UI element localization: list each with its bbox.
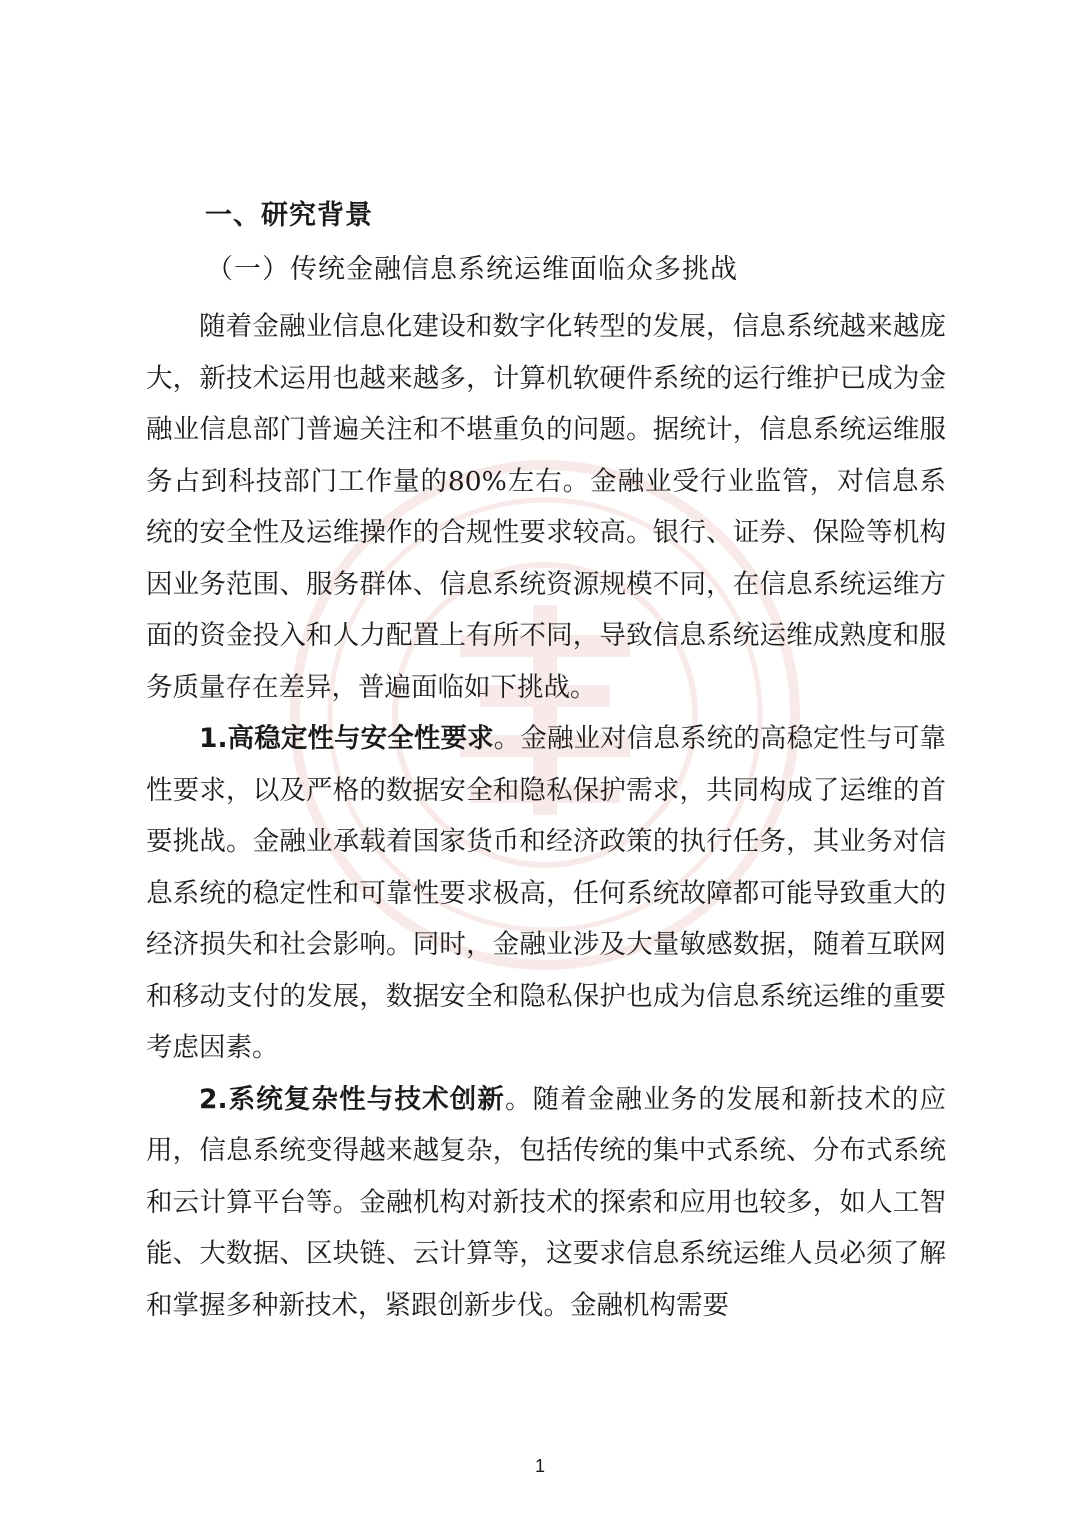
paragraph-item-1 [146, 713, 946, 1074]
item-2-text: 。随着金融业务的发展和新技术的应用，信息系统变得越来越复杂，包括传统的集中式系统、分布式系统和云计算平台等。金融机构对新技术的探索和应用也较多，如人工智能、大数据、区块链、云计算等，这要求信息系统运维人员必须了解和掌握多种新技术，紧跟创新步伐。金融机构需要 [146, 1083, 946, 1321]
item-1-text: 。金融业对信息系统的高稳定性与可靠性要求，以及严格的数据安全和隐私保护需求，共同构成了运维的首要挑战。金融业承载着国家货币和经济政策的执行任务，其业务对信息系统的稳定性和可靠性要求极高，任何系统故障都可能导致重大的经济损失和社会影响。同时，金融业涉及大量敏感数据，随着互联网和移动支付的发展，数据安全和隐私保护也成为信息系统运维的重要考虑因素。 [146, 723, 947, 1063]
paragraph-intro: 随着金融业信息化建设和数字化转型的发展，信息系统越来越庞大，新技术运用也越来越多，计算机软硬件系统的运行维护已成为金融业信息部门普遍关注和不堪重负的问题。据统计，信息系统运维服务占到科技部门工作量的80%左右。金融业受行业监管，对信息系统的安全性及运维操作的合规性要求较高。银行、证券、保险等机构因业务范围、服务群体、信息系统资源规模不同，在信息系统运维方面的资金投入和人力配置上有所不同，导致信息系统运维成熟度和服务质量存在差异，普遍面临如下挑战。 [146, 311, 946, 703]
subsection-heading: （一）传统金融信息系统运维面临众多挑战 [206, 254, 738, 285]
body-text [146, 301, 946, 1331]
section-heading: 一、研究背景 [205, 200, 373, 231]
page-number: 1 [534, 1456, 545, 1476]
item-1-title: 1.高稳定性与安全性要求 [199, 723, 494, 754]
paragraph-item-2 [146, 1074, 946, 1332]
item-2-title: 2.系统复杂性与技术创新 [199, 1083, 505, 1115]
